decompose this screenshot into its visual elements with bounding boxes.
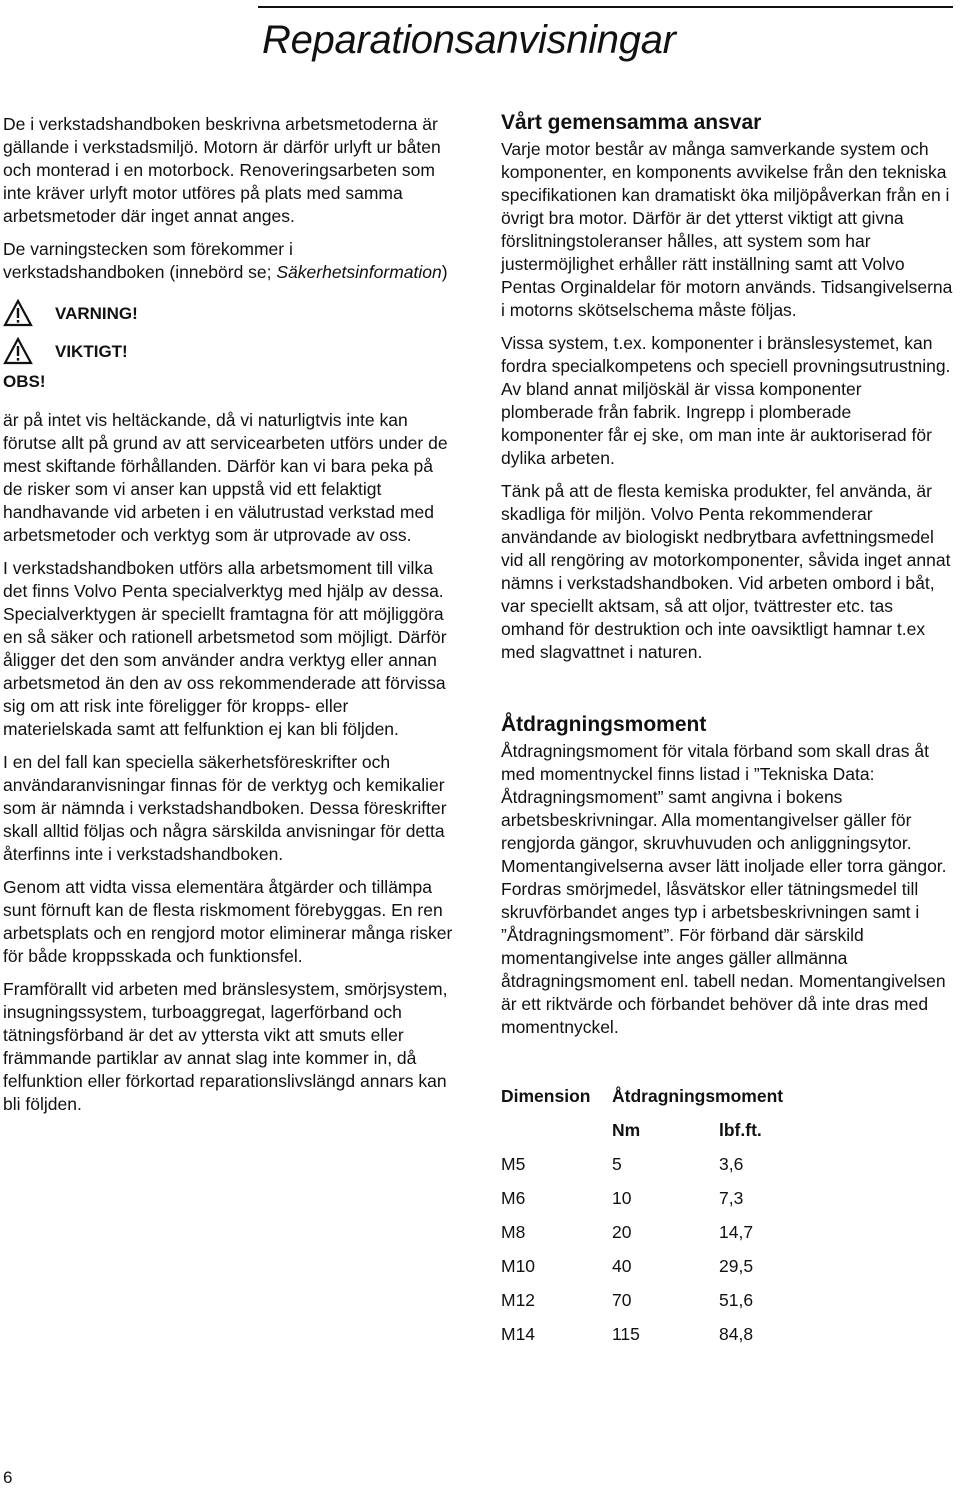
page-number: 6 — [3, 1468, 13, 1487]
table-cell: 3,6 — [719, 1153, 744, 1174]
table-cell: 51,6 — [719, 1289, 754, 1310]
warning-triangle-icon — [3, 299, 33, 327]
table-cell: 5 — [612, 1153, 622, 1174]
table-header-cell: Åtdragningsmoment — [612, 1085, 784, 1106]
table-header-row — [501, 1079, 839, 1113]
warning-signs-paragraph — [3, 238, 455, 284]
table-cell: M12 — [501, 1289, 536, 1310]
safety-rules-paragraph: I en del fall kan speciella säkerhetsföreskrifter och användaranvisningar finnas för de verktyg och kemikalier som är nämnda i verkstadshandboken. Dessa föreskrifter skall alltid följas och några särskilda anvisningar för detta återfinns inte i verkstadshandboken. — [3, 752, 447, 864]
table-cell: M10 — [501, 1255, 536, 1276]
table-row — [501, 1215, 839, 1249]
warning-row — [3, 294, 455, 332]
table-header-cell — [501, 1113, 612, 1147]
table-row — [501, 1181, 839, 1215]
section-heading-responsibility: Vårt gemensamma ansvar — [501, 111, 762, 134]
common-sense-paragraph: Genom att vidta vissa elementära åtgärder och tillämpa sunt förnuft kan de flesta riskmoment förebyggas. En ren arbetsplats och en rengjord motor eliminerar många risker för både kroppsskada och funktionsfel. — [3, 877, 453, 966]
header-rule — [258, 6, 953, 8]
coverage-paragraph: är på intet vis heltäckande, då vi naturligtvis inte kan förutse allt på grund av att servicearbeten utförs under de mest skiftande förhållanden. Därför kan vi bara peka på de risker som vi anser kan uppstå vid ett felaktigt handhavande vid arbeten i en välutrustad verkstad med arbetsmetoder och verktyg som är utprovade av oss. — [3, 410, 448, 545]
table-row — [501, 1249, 839, 1283]
table-header-cell: Nm — [612, 1119, 641, 1140]
section-heading-torque: Åtdragningsmoment — [501, 713, 707, 736]
important-label: VIKTIGT! — [55, 341, 128, 361]
important-row — [3, 332, 455, 370]
table-row — [501, 1317, 839, 1351]
safety-info-reference: Säkerhetsinformation — [276, 262, 442, 282]
table-cell: 10 — [612, 1187, 632, 1208]
table-cell: 20 — [612, 1221, 632, 1242]
warning-signs-text: De varningstecken som förekommer i verkstadshandboken (innebörd se; — [3, 239, 293, 282]
special-systems-paragraph: Vissa system, t.ex. komponenter i bränslesystemet, kan fordra specialkompetens och speciell provningsutrustning. Av bland annat miljöskäl är vissa komponenter plomberade från fabrik. Ingrepp i plomberade komponenter får ej ske, om man inte är auktoriserad för dylika arbeten. — [501, 333, 951, 468]
left-column — [3, 113, 455, 1126]
right-column — [501, 110, 953, 1351]
warning-label: VARNING! — [55, 303, 138, 323]
table-cell: M14 — [501, 1323, 536, 1344]
table-subheader-row — [501, 1113, 839, 1147]
torque-table — [501, 1079, 839, 1351]
responsibility-paragraph: Varje motor består av många samverkande system och komponenter, en komponents avvikelse från den tekniska specifikationen kan dramatiskt öka miljöpåverkan från en i övrigt bra motor. Därför är det ytterst viktigt att givna förslitningstoleranser hålles, att system som har justermöjlighet erhåller rätt inställning samt att Volvo Pentas Orginaldelar för motorn används. Tidsangivelserna i motorns skötselschema måste följas. — [501, 139, 953, 320]
intro-paragraph: De i verkstadshandboken beskrivna arbetsmetoderna är gällande i verkstadsmiljö. Motorn är därför urlyft ur båten och monterad i en motorbock. Renoveringsarbeten som inte kräver urlyft motor utföres på plats med samma arbetsmetoder där inget annat anges. — [3, 114, 441, 226]
table-row — [501, 1147, 839, 1181]
table-cell: M6 — [501, 1187, 526, 1208]
cleanliness-paragraph: Framförallt vid arbeten med bränslesystem, smörjsystem, insugningssystem, turboaggregat, lagerförband och tätningsförband är det av yttersta vikt att smuts eller främmande partiklar av annat slag inte kommer in, då felfunktion eller förkortad reparationslivslängd annars kan bli följden. — [3, 979, 448, 1114]
torque-paragraph: Åtdragningsmoment för vitala förband som skall dras åt med momentnyckel finns listad i ”Tekniska Data: Åtdragningsmoment” samt angivna i bokens arbetsbeskrivningar. Alla momentangivelser gäller för rengjorda gängor, skruvhuvuden och anliggningsytor. Momentangivelserna avser lätt inoljade eller torra gängor. Fordras smörjmedel, låsvätskor eller tätningsmedel till skruvförbandet anges typ i arbetsbeskrivningen samt i ”Åtdragningsmoment”. För förband där särskild momentangivelse inte anges gäller allmänna åtdragningsmoment enl. tabell nedan. Momentangivelsen är ett riktvärde och förbandet behöver då inte dras med momentnyckel. — [501, 741, 947, 1037]
table-cell: M5 — [501, 1153, 526, 1174]
table-cell: 29,5 — [719, 1255, 754, 1276]
table-cell: 40 — [612, 1255, 632, 1276]
table-cell: 115 — [612, 1323, 640, 1344]
page-title: Reparationsanvisningar — [262, 18, 676, 62]
table-cell: 84,8 — [719, 1323, 754, 1344]
table-cell: 70 — [612, 1289, 632, 1310]
warning-signs-text-end: ) — [441, 262, 448, 282]
warning-triangle-icon — [3, 337, 33, 365]
table-cell: 14,7 — [719, 1221, 754, 1242]
table-cell: 7,3 — [719, 1187, 744, 1208]
special-tools-paragraph: I verkstadshandboken utförs alla arbetsmoment till vilka det finns Volvo Penta specialverktyg med hjälp av dessa. Specialverktygen är speciellt framtagna för att möjliggöra en så säker och rationell arbetsmetod som möjligt. Därför åligger det den som använder andra verktyg eller annan arbetsmetod än den av oss rekommenderade att förvissa sig om att risk inte föreligger för kropps- eller materielskada samt att felfunktion ej kan bli följden. — [3, 558, 447, 739]
chemicals-paragraph: Tänk på att de flesta kemiska produkter, fel använda, är skadliga för miljön. Volvo Penta rekommenderar användande av biologiskt nedbrytbara avfettningsmedel vid all rengöring av motorkomponenter, såvida inget annat nämns i verkstadshandboken. Vid arbeten ombord i båt, var speciellt aktsam, så att oljor, tvättrester etc. tas omhand för destruktion och inte oavsiktligt hamnar t.ex med slagvattnet i naturen. — [501, 481, 951, 662]
table-row — [501, 1283, 839, 1317]
table-header-cell: Dimension — [501, 1085, 591, 1106]
table-header-cell: lbf.ft. — [719, 1119, 762, 1140]
table-cell: M8 — [501, 1221, 526, 1242]
note-label: OBS! — [3, 372, 46, 391]
